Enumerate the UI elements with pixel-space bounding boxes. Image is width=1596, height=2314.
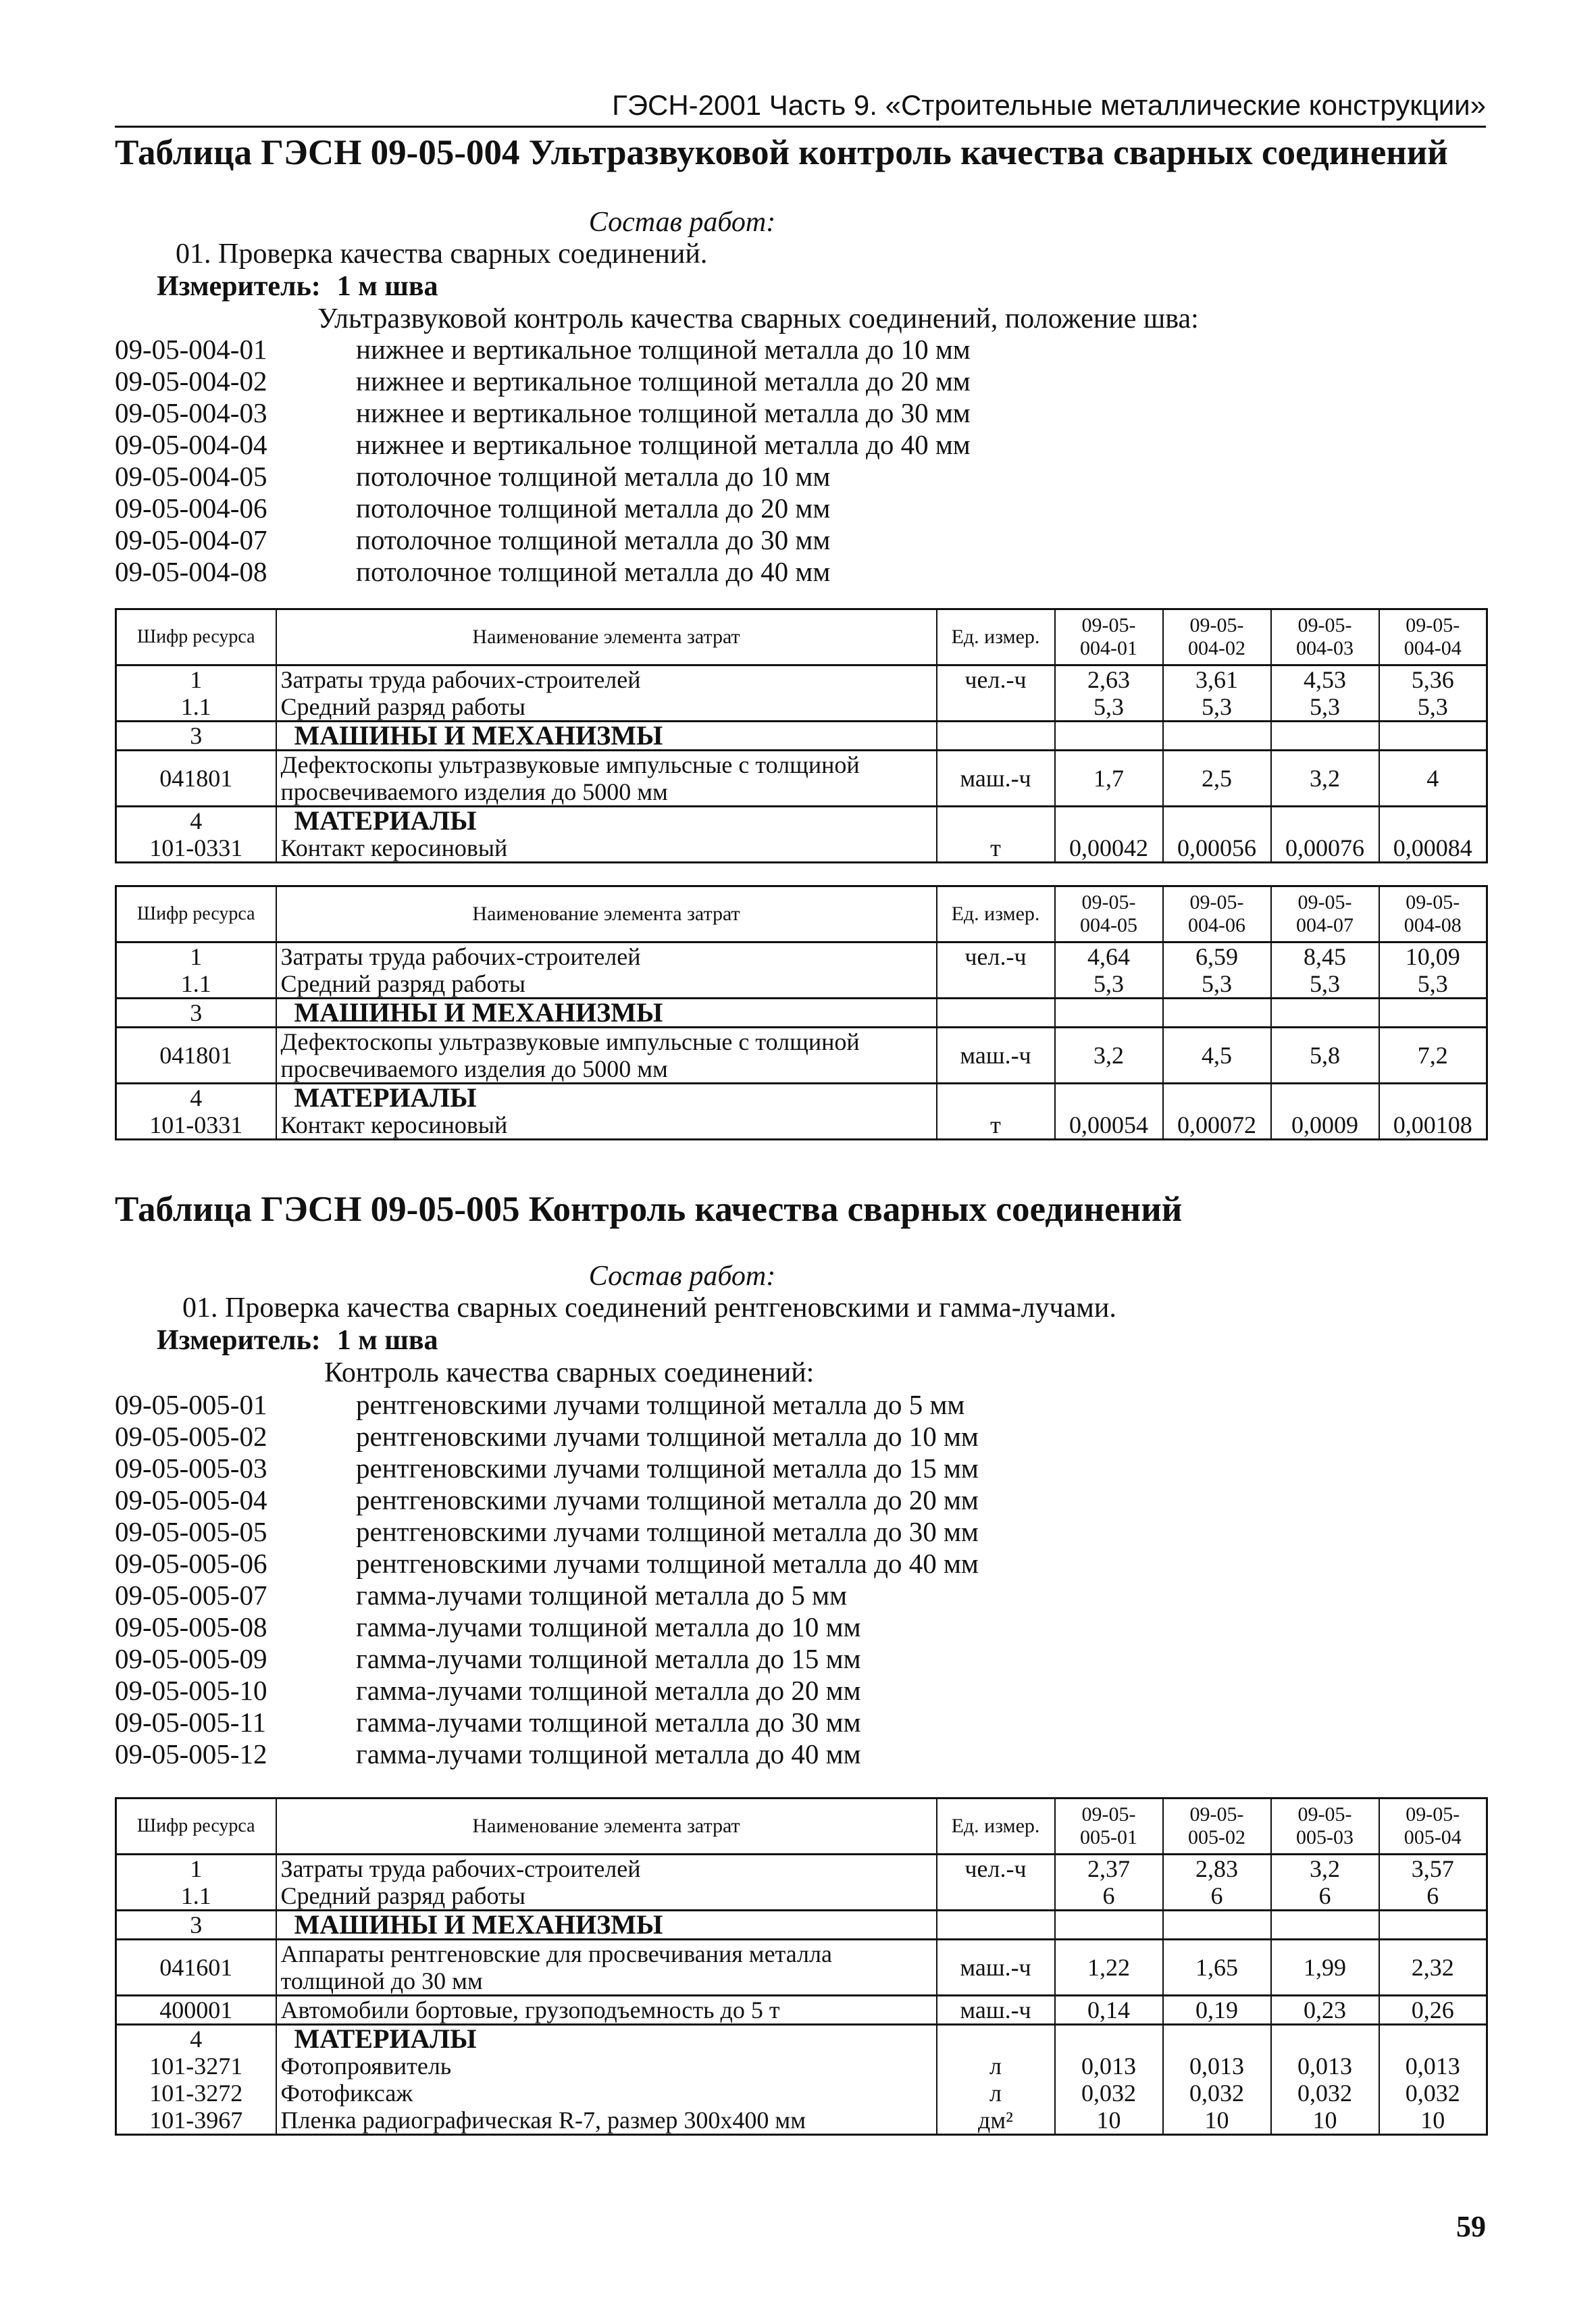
resource-value: 0,00076 (1271, 834, 1379, 863)
col-header-code: Шифр ресурса (116, 1799, 276, 1855)
resource-name: Затраты труда рабочих-строителей (276, 1855, 937, 1883)
norm-code: 09-05-005-10 (115, 1675, 267, 1706)
resource-unit: маш.-ч (937, 1996, 1055, 2025)
resource-code: 1.1 (116, 693, 276, 722)
col-header-norm (1163, 886, 1271, 942)
resource-code: 041601 (116, 1940, 276, 1996)
resource-code: 1.1 (116, 1882, 276, 1911)
resource-value: 1,99 (1271, 1940, 1379, 1996)
norm-code: 09-05-004-08 (115, 556, 267, 587)
resource-table-1 (115, 608, 1488, 863)
resource-table-2 (115, 885, 1488, 1140)
resource-value (1271, 807, 1379, 835)
resource-code: 1 (116, 942, 276, 971)
resource-value: 0,00108 (1379, 1111, 1487, 1140)
resource-value: 0,032 (1379, 2080, 1487, 2107)
norm-code: 09-05-004-03 (115, 397, 267, 428)
resource-row (116, 1940, 1487, 1996)
running-header: ГЭСН-2001 Часть 9. «Строительные металлические конструкции» (612, 89, 1486, 121)
resource-value: 5,3 (1163, 693, 1271, 722)
resource-row (116, 834, 1487, 863)
norm-code: 09-05-005-12 (115, 1738, 267, 1769)
resource-name: Дефектоскопы ультразвуковые импульсные с толщиной просвечиваемого изделия до 5000 мм (276, 751, 937, 807)
resource-row (116, 1028, 1487, 1084)
resource-unit (937, 999, 1055, 1028)
norm-code: 09-05-005-07 (115, 1580, 267, 1611)
norm-code-part: 09-05- (1189, 891, 1244, 913)
resource-value: 8,45 (1271, 942, 1379, 971)
norm-code: 09-05-005-06 (115, 1548, 267, 1579)
norm-description: рентгеновскими лучами толщиной металла до 30 мм (356, 1516, 979, 1547)
resource-code: 3 (116, 999, 276, 1028)
resource-name: Фотопроявитель (276, 2053, 937, 2080)
header-rule (115, 126, 1486, 128)
resource-code: 101-3271 (116, 2053, 276, 2080)
resource-value: 0,00042 (1055, 834, 1163, 863)
norm-code-part: 004-04 (1404, 637, 1462, 659)
resource-value (1163, 2025, 1271, 2053)
resource-unit: т (937, 834, 1055, 863)
norm-code-part: 09-05- (1081, 1803, 1136, 1826)
norm-code-part: 005-01 (1080, 1826, 1137, 1848)
resource-name: Контакт керосиновый (276, 834, 937, 863)
norm-code: 09-05-005-04 (115, 1484, 267, 1515)
resource-row (116, 1111, 1487, 1140)
norm-description: рентгеновскими лучами толщиной металла до 40 мм (356, 1548, 979, 1579)
norm-code: 09-05-004-06 (115, 493, 267, 524)
scope-text-2: Контроль качества сварных соединений: (324, 1357, 815, 1388)
norm-code-part: 004-08 (1404, 914, 1462, 936)
resource-unit: маш.-ч (937, 1940, 1055, 1996)
resource-value: 10 (1163, 2107, 1271, 2135)
resource-value (1271, 2025, 1379, 2053)
resource-code: 041801 (116, 1028, 276, 1084)
resource-code: 1 (116, 1855, 276, 1883)
measurer-2 (157, 1324, 438, 1357)
resource-value (1379, 1911, 1487, 1940)
resource-value (1163, 999, 1271, 1028)
resource-row (116, 1882, 1487, 1911)
resource-value: 5,3 (1055, 693, 1163, 722)
resource-value: 5,3 (1379, 693, 1487, 722)
resource-name: Средний разряд работы (276, 1882, 937, 1911)
resource-value: 3,61 (1163, 665, 1271, 694)
col-header-norm (1379, 886, 1487, 942)
resource-value (1379, 2025, 1487, 2053)
resource-name: Дефектоскопы ультразвуковые импульсные с толщиной просвечиваемого изделия до 5000 мм (276, 1028, 937, 1084)
resource-value: 0,032 (1055, 2080, 1163, 2107)
resource-value: 3,2 (1271, 751, 1379, 807)
resource-code: 1.1 (116, 970, 276, 999)
col-header-norm (1163, 609, 1271, 665)
resource-code: 041801 (116, 751, 276, 807)
resource-unit (937, 1882, 1055, 1911)
col-header-unit: Ед. измер. (937, 609, 1055, 665)
resource-name: Средний разряд работы (276, 970, 937, 999)
section-row (116, 1911, 1487, 1940)
norm-description: гамма-лучами толщиной металла до 40 мм (356, 1738, 861, 1769)
norm-code-part: 004-01 (1080, 637, 1137, 659)
resource-row (116, 1855, 1487, 1883)
norm-code-part: 09-05- (1297, 614, 1352, 636)
resource-code: 101-3272 (116, 2080, 276, 2107)
resource-row (116, 970, 1487, 999)
measurer-label: Измеритель: (157, 1325, 321, 1356)
resource-value (1379, 1084, 1487, 1112)
col-header-unit: Ед. измер. (937, 1799, 1055, 1855)
resource-value (1271, 1084, 1379, 1112)
resource-value: 2,83 (1163, 1855, 1271, 1883)
resource-value (1055, 722, 1163, 751)
resource-value: 5,3 (1055, 970, 1163, 999)
resource-value: 0,26 (1379, 1996, 1487, 2025)
resource-code: 1 (116, 665, 276, 694)
resource-row (116, 942, 1487, 971)
resource-value (1163, 807, 1271, 835)
resource-unit: чел.-ч (937, 665, 1055, 694)
col-header-name: Наименование элемента затрат (276, 886, 937, 942)
resource-unit: маш.-ч (937, 751, 1055, 807)
resource-row (116, 751, 1487, 807)
resource-unit: л (937, 2080, 1055, 2107)
resource-value: 0,14 (1055, 1996, 1163, 2025)
norm-description: потолочное толщиной металла до 20 мм (356, 493, 831, 524)
col-header-norm (1379, 1799, 1487, 1855)
resource-code: 101-0331 (116, 1111, 276, 1140)
resource-code: 4 (116, 807, 276, 835)
resource-code: 101-0331 (116, 834, 276, 863)
resource-value: 6 (1055, 1882, 1163, 1911)
col-header-norm (1163, 1799, 1271, 1855)
resource-code: 3 (116, 722, 276, 751)
resource-name: Затраты труда рабочих-строителей (276, 942, 937, 971)
resource-value: 0,013 (1379, 2053, 1487, 2080)
resource-value: 5,36 (1379, 665, 1487, 694)
resource-table-3 (115, 1797, 1488, 2136)
resource-value: 3,57 (1379, 1855, 1487, 1883)
norm-code: 09-05-004-04 (115, 429, 267, 460)
document-page (115, 0, 1486, 2314)
norm-code-part: 09-05- (1297, 891, 1352, 913)
section-row (116, 2025, 1487, 2053)
resource-unit: дм² (937, 2107, 1055, 2135)
norm-code-part: 005-03 (1296, 1826, 1354, 1848)
resource-row (116, 2107, 1487, 2135)
norm-code-part: 004-07 (1296, 914, 1354, 936)
norm-description: нижнее и вертикальное толщиной металла до 10 мм (356, 334, 971, 365)
norm-code: 09-05-005-09 (115, 1643, 267, 1674)
resource-value: 6,59 (1163, 942, 1271, 971)
section-name: МАТЕРИАЛЫ (276, 1084, 937, 1112)
resource-unit: т (937, 1111, 1055, 1140)
norm-description: рентгеновскими лучами толщиной металла до 20 мм (356, 1484, 979, 1515)
resource-value: 6 (1271, 1882, 1379, 1911)
section-row (116, 1084, 1487, 1112)
norm-code-part: 004-05 (1080, 914, 1137, 936)
resource-unit (937, 722, 1055, 751)
measurer-label: Измеритель: (157, 271, 321, 302)
resource-unit: чел.-ч (937, 942, 1055, 971)
norm-code: 09-05-005-03 (115, 1453, 267, 1484)
resource-value: 2,5 (1163, 751, 1271, 807)
norm-description: потолочное толщиной металла до 30 мм (356, 524, 831, 555)
header-row (116, 609, 1487, 665)
resource-name: Автомобили бортовые, грузоподъемность до 5 т (276, 1996, 937, 2025)
measurer-value: 1 м шва (336, 271, 438, 302)
resource-row (116, 2053, 1487, 2080)
resource-value: 2,32 (1379, 1940, 1487, 1996)
resource-unit: маш.-ч (937, 1028, 1055, 1084)
resource-code: 4 (116, 1084, 276, 1112)
header-row (116, 886, 1487, 942)
norm-description: гамма-лучами толщиной металла до 30 мм (356, 1707, 861, 1738)
norm-code: 09-05-005-01 (115, 1389, 267, 1420)
work-item: 01. Проверка качества сварных соединений. (176, 238, 708, 270)
resource-row (116, 2080, 1487, 2107)
norm-description: рентгеновскими лучами толщиной металла до 10 мм (356, 1421, 979, 1452)
resource-unit: чел.-ч (937, 1855, 1055, 1883)
norm-code-part: 004-06 (1188, 914, 1245, 936)
norm-description: рентгеновскими лучами толщиной металла до 5 мм (356, 1389, 965, 1420)
resource-row (116, 1996, 1487, 2025)
resource-value: 10 (1055, 2107, 1163, 2135)
col-header-norm (1271, 886, 1379, 942)
resource-unit (937, 1084, 1055, 1112)
norm-code: 09-05-004-02 (115, 366, 267, 397)
resource-value: 2,63 (1055, 665, 1163, 694)
norm-code-part: 09-05- (1406, 891, 1460, 913)
col-header-name: Наименование элемента затрат (276, 609, 937, 665)
resource-value: 3,2 (1055, 1028, 1163, 1084)
norm-description: нижнее и вертикальное толщиной металла до 40 мм (356, 429, 971, 460)
resource-unit: л (937, 2053, 1055, 2080)
resource-value: 5,8 (1271, 1028, 1379, 1084)
norm-description: потолочное толщиной металла до 10 мм (356, 461, 831, 492)
resource-value: 4 (1379, 751, 1487, 807)
resource-value (1055, 2025, 1163, 2053)
col-header-unit: Ед. измер. (937, 886, 1055, 942)
norm-code: 09-05-005-05 (115, 1516, 267, 1547)
norm-code-part: 004-03 (1296, 637, 1354, 659)
norm-code: 09-05-004-01 (115, 334, 267, 365)
resource-value: 0,00084 (1379, 834, 1487, 863)
scope-text: Ультразвуковой контроль качества сварных соединений, положение шва: (317, 303, 1199, 334)
norm-description: нижнее и вертикальное толщиной металла до 20 мм (356, 366, 971, 397)
resource-name: Пленка радиографическая R-7, размер 300x400 мм (276, 2107, 937, 2135)
resource-value (1271, 999, 1379, 1028)
resource-value: 6 (1163, 1882, 1271, 1911)
norm-code-part: 004-02 (1188, 637, 1245, 659)
resource-value: 0,032 (1271, 2080, 1379, 2107)
norm-code-part: 005-04 (1404, 1826, 1462, 1848)
resource-value: 1,7 (1055, 751, 1163, 807)
norm-code-part: 09-05- (1189, 1803, 1244, 1826)
norm-description: гамма-лучами толщиной металла до 5 мм (356, 1580, 848, 1611)
resource-value (1055, 1084, 1163, 1112)
norm-code-part: 005-02 (1188, 1826, 1245, 1848)
col-header-norm (1271, 609, 1379, 665)
resource-value: 10,09 (1379, 942, 1487, 971)
resource-value (1379, 807, 1487, 835)
norm-code: 09-05-004-07 (115, 524, 267, 555)
resource-value (1055, 1911, 1163, 1940)
col-header-name: Наименование элемента затрат (276, 1799, 937, 1855)
section-row (116, 807, 1487, 835)
norm-code-part: 09-05- (1297, 1803, 1352, 1826)
resource-value: 1,22 (1055, 1940, 1163, 1996)
resource-code: 3 (116, 1911, 276, 1940)
resource-value (1055, 807, 1163, 835)
resource-value: 7,2 (1379, 1028, 1487, 1084)
resource-value: 10 (1271, 2107, 1379, 2135)
resource-value (1379, 999, 1487, 1028)
resource-unit (937, 2025, 1055, 2053)
resource-value: 0,013 (1055, 2053, 1163, 2080)
norm-description: потолочное толщиной металла до 40 мм (356, 556, 831, 587)
resource-value (1163, 722, 1271, 751)
norm-code-part: 09-05- (1081, 614, 1136, 636)
page-number: 59 (1456, 2210, 1486, 2243)
norm-code: 09-05-005-08 (115, 1611, 267, 1642)
resource-value: 0,00054 (1055, 1111, 1163, 1140)
resource-name: Затраты труда рабочих-строителей (276, 665, 937, 694)
resource-code: 101-3967 (116, 2107, 276, 2135)
resource-value: 0,032 (1163, 2080, 1271, 2107)
resource-value (1271, 722, 1379, 751)
resource-value: 0,19 (1163, 1996, 1271, 2025)
resource-value: 4,53 (1271, 665, 1379, 694)
table-title-09-05-005: Таблица ГЭСН 09-05-005 Контроль качества сварных соединений (115, 1190, 1183, 1229)
norm-code-part: 09-05- (1406, 1803, 1460, 1826)
col-header-code: Шифр ресурса (116, 886, 276, 942)
resource-value: 4,64 (1055, 942, 1163, 971)
col-header-norm (1055, 886, 1163, 942)
col-header-norm (1055, 609, 1163, 665)
resource-unit (937, 693, 1055, 722)
section-name: МАШИНЫ И МЕХАНИЗМЫ (276, 1911, 937, 1940)
resource-value (1055, 999, 1163, 1028)
resource-value (1163, 1911, 1271, 1940)
resource-value: 0,0009 (1271, 1111, 1379, 1140)
table-title-09-05-004: Таблица ГЭСН 09-05-004 Ультразвуковой контроль качества сварных соединений (115, 133, 1448, 172)
section-row (116, 999, 1487, 1028)
header-row (116, 1799, 1487, 1855)
resource-name: Средний разряд работы (276, 693, 937, 722)
resource-value: 2,37 (1055, 1855, 1163, 1883)
resource-value: 0,00072 (1163, 1111, 1271, 1140)
col-header-code: Шифр ресурса (116, 609, 276, 665)
resource-value: 5,3 (1271, 693, 1379, 722)
norm-description: гамма-лучами толщиной металла до 10 мм (356, 1611, 861, 1642)
resource-name: Фотофиксаж (276, 2080, 937, 2107)
section-name: МАТЕРИАЛЫ (276, 2025, 937, 2053)
resource-value: 0,23 (1271, 1996, 1379, 2025)
resource-value: 4,5 (1163, 1028, 1271, 1084)
norm-description: рентгеновскими лучами толщиной металла до 15 мм (356, 1453, 979, 1484)
col-header-norm (1055, 1799, 1163, 1855)
section-name: МАШИНЫ И МЕХАНИЗМЫ (276, 722, 937, 751)
norm-code: 09-05-005-02 (115, 1421, 267, 1452)
resource-unit (937, 970, 1055, 999)
col-header-norm (1271, 1799, 1379, 1855)
measurer (157, 270, 438, 303)
resource-code: 400001 (116, 1996, 276, 2025)
resource-value (1271, 1911, 1379, 1940)
resource-unit (937, 807, 1055, 835)
resource-row (116, 693, 1487, 722)
resource-row (116, 665, 1487, 694)
section-name: МАТЕРИАЛЫ (276, 807, 937, 835)
norm-code: 09-05-005-11 (115, 1707, 266, 1738)
resource-value: 5,3 (1163, 970, 1271, 999)
resource-value (1163, 1084, 1271, 1112)
norm-code-part: 09-05- (1406, 614, 1460, 636)
resource-value: 10 (1379, 2107, 1487, 2135)
resource-value: 0,013 (1271, 2053, 1379, 2080)
work-composition-label: Состав работ: (588, 207, 776, 238)
norm-description: гамма-лучами толщиной металла до 20 мм (356, 1675, 861, 1706)
resource-unit (937, 1911, 1055, 1940)
resource-value (1379, 722, 1487, 751)
norm-description: нижнее и вертикальное толщиной металла до 30 мм (356, 397, 971, 428)
norm-code-part: 09-05- (1189, 614, 1244, 636)
resource-value: 3,2 (1271, 1855, 1379, 1883)
resource-name: Контакт керосиновый (276, 1111, 937, 1140)
resource-code: 4 (116, 2025, 276, 2053)
measurer-value: 1 м шва (336, 1325, 438, 1356)
resource-value: 0,013 (1163, 2053, 1271, 2080)
norm-code: 09-05-004-05 (115, 461, 267, 492)
norm-code-part: 09-05- (1081, 891, 1136, 913)
col-header-norm (1379, 609, 1487, 665)
resource-name: Аппараты рентгеновские для просвечивания металла толщиной до 30 мм (276, 1940, 937, 1996)
resource-value: 0,00056 (1163, 834, 1271, 863)
work-item-2: 01. Проверка качества сварных соединений рентгеновскими и гамма-лучами. (182, 1292, 1116, 1324)
resource-value: 5,3 (1379, 970, 1487, 999)
norm-description: гамма-лучами толщиной металла до 15 мм (356, 1643, 861, 1674)
section-row (116, 722, 1487, 751)
section-name: МАШИНЫ И МЕХАНИЗМЫ (276, 999, 937, 1028)
resource-value: 6 (1379, 1882, 1487, 1911)
resource-value: 5,3 (1271, 970, 1379, 999)
resource-value: 1,65 (1163, 1940, 1271, 1996)
work-composition-label-2: Состав работ: (588, 1261, 776, 1292)
